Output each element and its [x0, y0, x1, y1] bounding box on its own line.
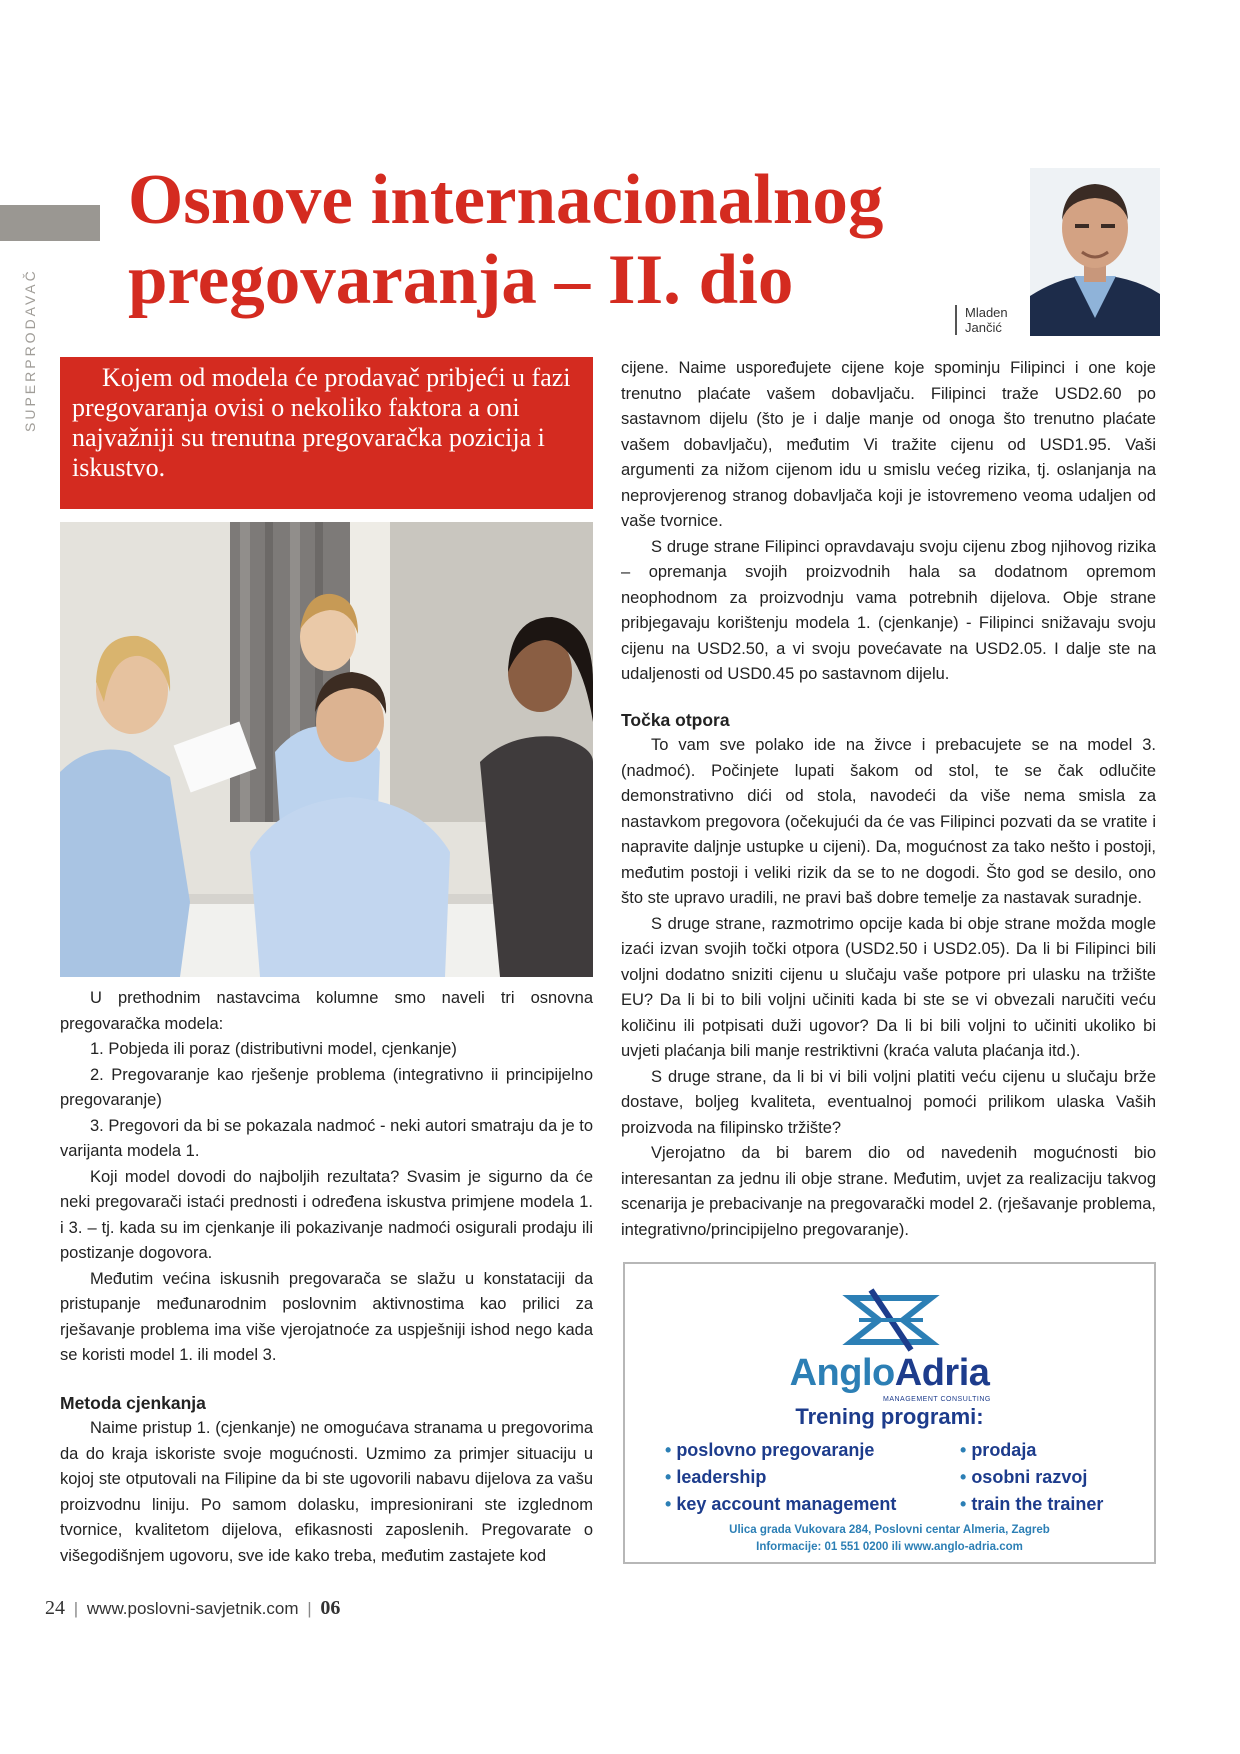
ad-program-item: • key account management — [665, 1491, 896, 1518]
ad-brand-part-1: Anglo — [789, 1352, 895, 1394]
section-heading: Metoda cjenkanja — [60, 1392, 206, 1413]
ad-contact-info — [625, 1522, 1154, 1556]
paragraph: Međutim većina iskusnih pregovarača se slažu u konstataciji da pristupanje međunarodnim poslovnim aktivnostima kao prilici za rješavanje problema ima više vjerojatnoće za uspješniji ishod nego kada se koristi model 1. ili model 3. — [60, 1269, 593, 1364]
paragraph: S druge strane, razmotrimo opcije kada bi obje strane možda mogle izaći izvan svojih točki otpora (USD2.50 i USD2.05). Da li bi Filipinci bili voljni dodatno sniziti cijenu u slučaju vaše potpore pri ulasku na tržište EU? Da li bi to bili voljni učiniti kada bi ste se vi obvezali naručiti veću količinu ili potpisati duži ugovor? Da li bi bili voljni to učiniti ukoliko bi uvjeti plaćanja bili manje restriktivni (kraća valuta plaćanja itd.). — [621, 914, 1156, 1060]
ad-program-item: • poslovno pregovaranje — [665, 1437, 896, 1464]
author-photo — [1030, 168, 1160, 336]
ad-heading: Trening programi: — [795, 1404, 984, 1429]
list-item: 3. Pregovori da bi se pokazala nadmoć - neki autori smatraju da je to varijanta modela 1. — [60, 1116, 593, 1160]
paragraph: cijene. Naime uspoređujete cijene koje spominju Filipinci i one koje trenutno plaćate vašem dobavljaču. Filipinci traže USD2.60 po sastavnom dijelu (što je i dalje manje od onoga što trenutno plaćate vašem dobavljaču), međutim Vi tražite cijenu od USD1.95. Vaši argumenti za nižom cijenom idu u smislu većeg rizika, tj. oslanjanja na neprovjerenog stranog dobavljača koji je istovremeno veoma udaljen od vaše tvornice. — [621, 359, 1156, 530]
author-first-name: Mladen — [965, 305, 1008, 320]
paragraph: Koji model dovodi do najboljih rezultata? Svasim je sigurno da će neki pregovarači istaći prednosti i određena iskustva primjene modela 1. i 3. – tj. kada su im cjenkanje ili pokazivanje nadmoći osigurali prodaju ili postizanje dogovora. — [60, 1167, 593, 1262]
author-name — [955, 305, 1008, 335]
intro-text: Kojem od modela će prodavač pribjeći u fazi pregovaranja ovisi o nekoliko faktora a oni najvažniji su trenutna pregovaračka pozicija i iskustvo. — [72, 363, 571, 482]
anglo-adria-ad[interactable] — [623, 1262, 1156, 1564]
ad-brand-part-2: Adria — [894, 1352, 990, 1394]
page-footer: 24 | www.poslovni-savjetnik.com | 06 — [45, 1597, 341, 1619]
section-label — [22, 268, 42, 432]
ad-program-list-left — [665, 1437, 896, 1518]
ad-contact-link[interactable]: Informacije: 01 551 0200 ili www.anglo-adria.com — [756, 1541, 1023, 1553]
ad-program-item: • prodaja — [960, 1437, 1103, 1464]
paragraph: U prethodnim nastavcima kolumne smo naveli tri osnovna pregovaračka modela: — [60, 989, 593, 1033]
list-item: 1. Pobjeda ili poraz (distributivni model, cjenkanje) — [90, 1040, 457, 1058]
ad-brand-name — [625, 1352, 1154, 1395]
paragraph: Vjerojatno da bi barem dio od navedenih mogućnosti bio interesantan za jednu ili obje strane. Međutim, uvjet za realizaciju takvog scenarija je prebacivanje na pregovarački model 2. (rješavanje problema, integrativno/principijelno pregovaranje). — [621, 1144, 1156, 1239]
list-item: 2. Pregovaranje kao rješenje problema (integrativno ii principijelno pregovaranje) — [60, 1065, 593, 1109]
ad-brand-subtitle: MANAGEMENT CONSULTING — [883, 1396, 991, 1403]
right-column — [621, 356, 1156, 1243]
website-link[interactable]: www.poslovni-savjetnik.com — [86, 1599, 299, 1618]
intro-highlight-box — [60, 357, 593, 509]
title-line-1: Osnove internacionalnog — [128, 161, 884, 239]
title-line-2: pregovaranja – II. dio — [128, 241, 794, 319]
ad-program-item: • train the trainer — [960, 1491, 1103, 1518]
ad-program-list-right — [960, 1437, 1103, 1518]
section-label-text: SUPERPRODAVAČ — [22, 268, 38, 432]
issue-number: 06 — [320, 1597, 341, 1619]
left-column — [60, 986, 593, 1569]
page-number: 24 — [45, 1597, 65, 1619]
paragraph: S druge strane Filipinci opravdavaju svoju cijenu zbog njihovog rizika – opremanja svojih proizvodnih hala sa dodatnom opremom neophodnom za proizvodnju vama potrebnih dijelova. Obje strane pribjegavaju korištenju modela 1. (cjenkanje) - Filipinci snižavaju svoju cijenu na USD2.50, a vi svoju povećavate na USD2.05. I dalje ste na udaljenosti od USD0.45 po sastavnom dijelu. — [621, 537, 1156, 683]
author-last-name: Jančić — [965, 320, 1002, 335]
anglo-adria-logo-icon — [841, 1280, 941, 1358]
paragraph: S druge strane, da li bi vi bili voljni platiti veću cijenu u slučaju brže dostave, boljeg kvaliteta, eventualnoj pomoći prilikom ulaska Vaših proizvoda na filipinsko tržište? — [621, 1067, 1156, 1137]
section-heading: Točka otpora — [621, 709, 730, 730]
meeting-photo-image — [60, 522, 593, 977]
meeting-photo — [60, 522, 593, 977]
paragraph: To vam sve polako ide na živce i prebacujete se na model 3. (nadmoć). Počinjete lupati šakom od stol, te se čak odlučite demonstrativno dići od stola, navodeći da više nema smisla za nastavkom pregovora (očekujući da će vas Filipinci pozvati da se vratite i napravite daljnje ustupke u cijeni). Da, mogućnost za tako nešto i postoji, međutim postoji i veliki rizik da se to ne dogodi. Što god se desilo, ono što ste upravo uradili, ne pravi baš dobre temelje za nastavak suradnje. — [621, 736, 1156, 907]
ad-program-item: • osobni razvoj — [960, 1464, 1103, 1491]
paragraph: Naime pristup 1. (cjenkanje) ne omogućava stranama u pregovorima da do kraja iskoriste svoje mogućnosti. Uzmimo za primjer situaciju u kojoj ste otputovali na Filipine da bi ste ugovorili nabavu dijelova za vašu proizvodnu liniju. Po samom dolasku, impresionirani ste izglednom tvornice, kvalitetom dijelova, efikasnosti zaposlenih. Pregovarate o višegodišnjem ugovoru, sve ide kako treba, međutim zastajete kod — [60, 1419, 593, 1565]
author-portrait-image — [1030, 168, 1160, 336]
article-title — [128, 160, 928, 320]
ad-program-item: • leadership — [665, 1464, 896, 1491]
section-tab — [0, 205, 100, 241]
ad-address: Ulica grada Vukovara 284, Poslovni centar Almeria, Zagreb — [729, 1524, 1050, 1536]
